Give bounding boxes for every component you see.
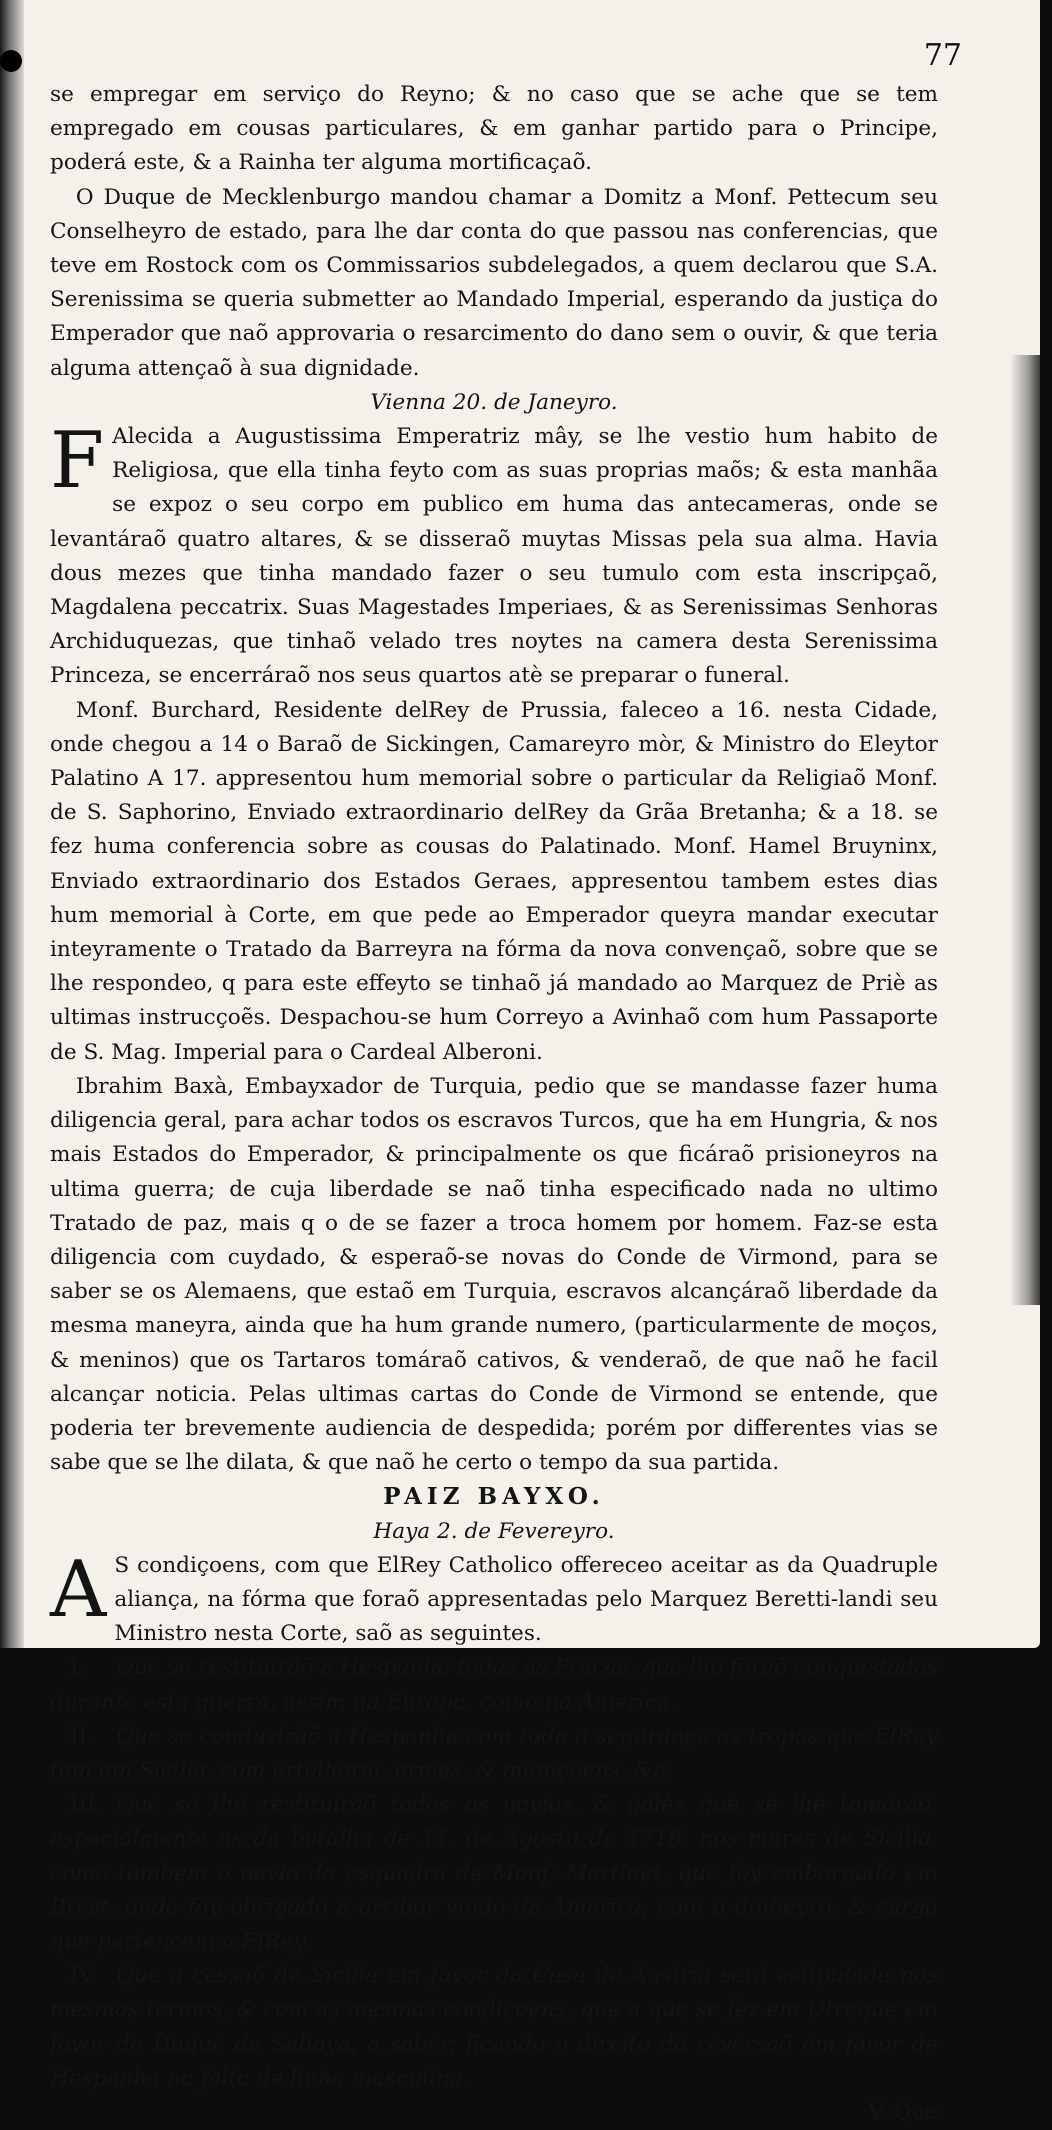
binding-edge (0, 0, 24, 1648)
page-text (50, 78, 938, 2130)
article-item (50, 1788, 938, 1959)
paragraph: Monf. Burchard, Residente delRey de Prussia, faleceo a 16. nesta Cidade, onde chegou a 14 o Baraõ de Sickingen, Camareyro mòr, & Ministro do Eleytor Palatino A 17. appresentou hum memorial sobre o particular da Religiaõ Monf. de S. Saphorino, Enviado extraordinario delRey da Grãa Bretanha; & a 18. se fez huma conferencia sobre as cousas do Palatinado. Monf. Hamel Bruyninx, Enviado extraordinario dos Estados Geraes, appresentou tambem estes dias hum memorial à Corte, em que pede ao Emperador queyra mandar executar inteyramente o Tratado da Barreyra na fórma da nova convençaõ, sobre que se lhe respondeo, q para este effeyto se tinhaõ já mandado ao Marquez de Priè as ultimas instrucçoẽs. Despachou-se hum Correyo a Avinhaõ com hum Passaporte de S. Mag. Imperial para o Cardeal Alberoni. (50, 697, 938, 1065)
article-number: IV. (70, 1963, 98, 1989)
paragraph-text: S condiçoens, com que ElRey Catholico offereceo aceitar as da Quadruple aliança, na fórma que foraõ appresentadas pelo Marquez Beretti-landi seu Ministro nesta Corte, saõ as seguintes. (114, 1552, 938, 1647)
dateline-vienna: Vienna 20. de Janeyro. (370, 389, 618, 415)
article-item (50, 1959, 938, 2096)
drop-cap: F (50, 416, 105, 507)
dateline-haya: Haya 2. de Fevereyro. (373, 1518, 615, 1544)
article-text: Que a cessaõ de Sicilia em favor da Casa de Austria será estipulada nos mesmos termos, & com as mesmas condiçoens, que a que se fez em Utreque em favor do Duque de Saboya, a saber, ficando o direito da reversaõ em favor de Hespanha na falta de linha masculina. (50, 1963, 938, 2091)
paragraph: se empregar em serviço do Reyno; & no caso que se ache que se tem empregado em cousas particulares, & em ganhar partido para o Principe, poderá este, & a Rainha ter alguma mortificaçaõ. (50, 82, 938, 176)
drop-cap: A (50, 1544, 107, 1635)
paragraph: Ibrahim Baxà, Embayxador de Turquia, pedio que se mandasse fazer huma diligencia geral, para achar todos os escravos Turcos, que ha em Hungria, & nos mais Estados do Emperador, & principalmente os que ficáraõ prisioneyros na ultima guerra; de cuja liberdade se naõ tinha especificado nada no ultimo Tratado de paz, mais q o de se fazer a troca homem por homem. Faz-se esta diligencia com cuydado, & esperaõ-se novas do Conde de Virmond, para se saber se os Alemaens, que estaõ em Turquia, escravos alcançáraõ liberdade da mesma maneyra, ainda que ha hum grande numero, (particularmente de moços, & meninos) que os Tartaros tomáraõ cativos, & venderaõ, de que naõ he facil alcançar noticia. Pelas ultimas cartas do Conde de Virmond se entende, que poderia ter brevemente audiencia de despedida; porém por differentes vias se sabe que se lhe dilata, & que naõ he certo o tempo da sua partida. (50, 1073, 938, 1476)
paragraph-with-dropcap (50, 416, 938, 694)
page-edge-shadow (1010, 355, 1040, 1305)
paragraph-with-dropcap (50, 1544, 938, 1652)
article-number: II. (70, 1723, 94, 1749)
paragraph-text: Alecida a Augustissima Emperatriz mây, se lhe vestio hum habito de Religiosa, que ella tinha feyto com as suas proprias maõs; & esta manhãa se expoz o seu corpo em publico em huma das antecameras, onde se levantáraõ quatro altares, & se disseraõ muytas Missas pela sua alma. Havia dous mezes que tinha mandado fazer o seu tumulo com esta inscripçaõ, Magdalena peccatrix. Suas Magestades Imperiaes, & as Serenissimas Senhoras Archiduquezas, que tinhaõ velado tres noytes na camera desta Serenissima Princeza, se encerráraõ nos seus quartos atè se preparar o funeral. (50, 424, 938, 689)
article-text: Que se conduziráõ a Hespanha com toda a segurança as tropas que ElRey tem em Sicilia, com artelharia, armas, & muniçoens, &c. (50, 1723, 938, 1783)
binding-hole (0, 50, 22, 72)
article-item (50, 1651, 938, 1719)
article-number: I. (70, 1655, 86, 1681)
section-heading: PAIZ BAYXO. (383, 1483, 605, 1511)
article-text: Que se restituiráõ a Hespanha todas as Praças, que lhe foraõ conquistadas durante esta guerra, assim na Europa, como na America. (50, 1655, 938, 1715)
article-number: III. (70, 1792, 103, 1818)
paragraph: O Duque de Mecklenburgo mandou chamar a Domitz a Monf. Pettecum seu Conselheyro de estado, para lhe dar conta do que passou nas conferencias, que teve em Rostock com os Commissarios subdelegados, a quem declarou que S.A. Serenissima se queria submetter ao Mandado Imperial, esperando da justiça do Emperador que naõ approvaria o resarcimento do dano sem o ouvir, & que teria alguma attençaõ à sua dignidade. (50, 184, 938, 381)
page-number: 77 (923, 38, 962, 73)
catchword: V. Que (868, 2099, 938, 2125)
article-text: Que se lhe restituiráõ todos os navios, & galès que se lhe tomáraõ, especialmente os da batalha de 11. de Agosto de 1718. nos mares de Sicilia, como tambem o navio da esquadra de Monf. Martinet, que foy embargado em Brest, onde foy obrigado a arribar vindo da America, com o dinheyro, & carga que pertencem a ElRey. (50, 1792, 938, 1954)
article-item (50, 1720, 938, 1788)
